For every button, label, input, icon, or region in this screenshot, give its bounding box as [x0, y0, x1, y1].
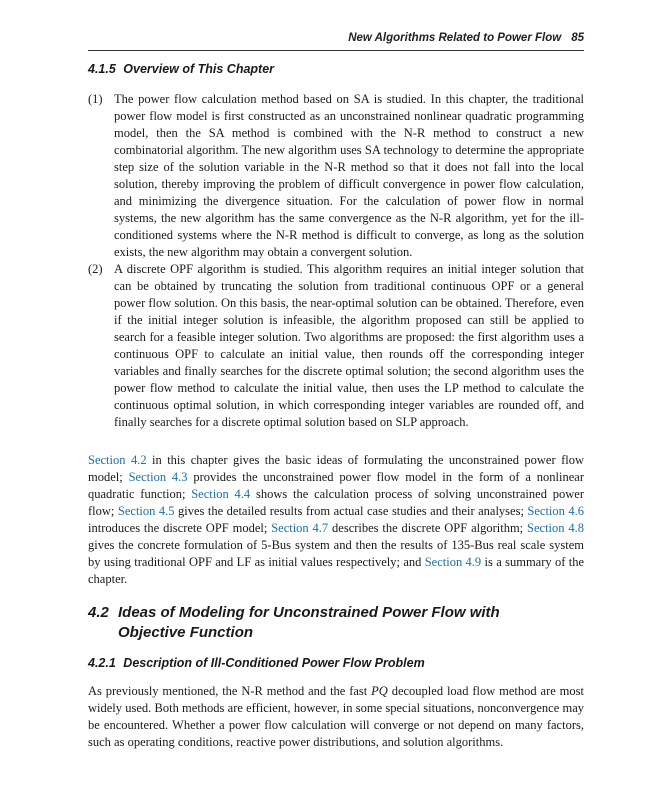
paragraph-text: gives the concrete formulation of 5-Bus system and then the results of 135-Bus real scale system by using traditional OPF and LF as initial values respectively; and [88, 538, 584, 569]
section-link-4-8[interactable]: Section 4.8 [527, 521, 584, 535]
paragraph-text: in this chapter gives the basic ideas of formulating the unconstrained power flow model; [88, 453, 584, 484]
body-paragraph [88, 683, 584, 751]
list-item-text: A discrete OPF algorithm is studied. This algorithm requires an initial integer solution that can be obtained by truncating the solution from traditional continuous OPF or a general power flow solution. On this basis, the near-optimal solution can be obtained. Therefore, even if the initial integer solution is infeasible, the algorithm proposed can still be applied to search for a feasible integer solution. Two algorithms are proposed: the first algorithm uses a continuous OPF to calculate an initial value, then rounds off the corresponding integer variables and finally searches for the discrete optimal solution; the second algorithm uses the power flow method to calculate the initial value, then uses the LP method to calculate the continuous optimal solution, in which corresponding integer variables are rounded off, and finally searches for a discrete optimal solution based on SLP approach. [114, 262, 584, 429]
section-link-4-7[interactable]: Section 4.7 [271, 521, 329, 535]
paragraph-text: shows the calculation process of solving unconstrained power flow; [88, 487, 584, 518]
pq-symbol: PQ [371, 684, 388, 698]
paragraph-text: gives the detailed results from actual case studies and their analyses; [174, 504, 528, 518]
section-title-line-2: Objective Function [118, 624, 254, 641]
section-link-4-5[interactable]: Section 4.5 [117, 504, 175, 518]
section-number: 4.2.1 [88, 656, 116, 670]
header-rule [88, 50, 584, 51]
section-link-4-9[interactable]: Section 4.9 [424, 555, 482, 569]
paragraph-text: decoupled load flow method are most widely used. Both methods are efficient, however, in some special situations, nonconvergence may be encountered. Whether a power flow calculation will converge or not depend on many factors, such as operating conditions, reactive power distributions, and solution algorithms. [88, 684, 584, 749]
page-number: 85 [571, 32, 584, 44]
section-link-4-4[interactable]: Section 4.4 [191, 487, 251, 501]
paragraph-text: is a summary of the chapter. [88, 555, 584, 586]
section-title: Overview of This Chapter [123, 62, 275, 76]
section-title-line-1: Ideas of Modeling for Unconstrained Power Flow with [118, 604, 500, 621]
section-link-4-2[interactable]: Section 4.2 [88, 453, 147, 467]
list-item [88, 261, 584, 431]
list-marker: (2) [88, 262, 103, 276]
paragraph-text: provides the unconstrained power flow model in the form of a nonlinear quadratic function; [88, 470, 584, 501]
section-link-4-3[interactable]: Section 4.3 [128, 470, 188, 484]
section-link-4-6[interactable]: Section 4.6 [527, 504, 585, 518]
paragraph-text: introduces the discrete OPF model; [88, 521, 272, 535]
section-heading-4-2-1 [88, 656, 425, 670]
running-head-title: New Algorithms Related to Power Flow [348, 32, 562, 44]
overview-paragraph [88, 452, 584, 588]
list-marker: (1) [88, 92, 103, 106]
paragraph-text: As previously mentioned, the N-R method and the fast [88, 684, 372, 698]
section-number: 4.1.5 [88, 62, 116, 76]
list-item-text: The power flow calculation method based on SA is studied. In this chapter, the traditional power flow model is first constructed as an unconstrained nonlinear quadratic programming model, then the SA method is combined with the N-R method to construct a new combinatorial algorithm. The new algorithm uses SA technology to determine the appropriate step size of the solution variable in the N-R method so that it does not fall into the local solution, thereby improving the problem of difficult convergence in power flow calculation, and minimizing the divergence situation. For the calculation of power flow in normal systems, the new algorithm has the same convergence as the N-R algorithm, yet for the ill-conditioned systems where the N-R method is difficult to converge, as long as the solution exists, the new algorithm may obtain a convergent solution. [114, 92, 584, 259]
running-head [88, 32, 584, 44]
section-heading-4-2 [88, 603, 568, 643]
section-heading-4-1-5 [88, 62, 274, 76]
section-number: 4.2 [88, 604, 109, 621]
list-item [88, 91, 584, 261]
section-title: Description of Ill-Conditioned Power Flow Problem [123, 656, 425, 670]
numbered-list [88, 91, 584, 431]
paragraph-text: describes the discrete OPF algorithm; [328, 521, 528, 535]
